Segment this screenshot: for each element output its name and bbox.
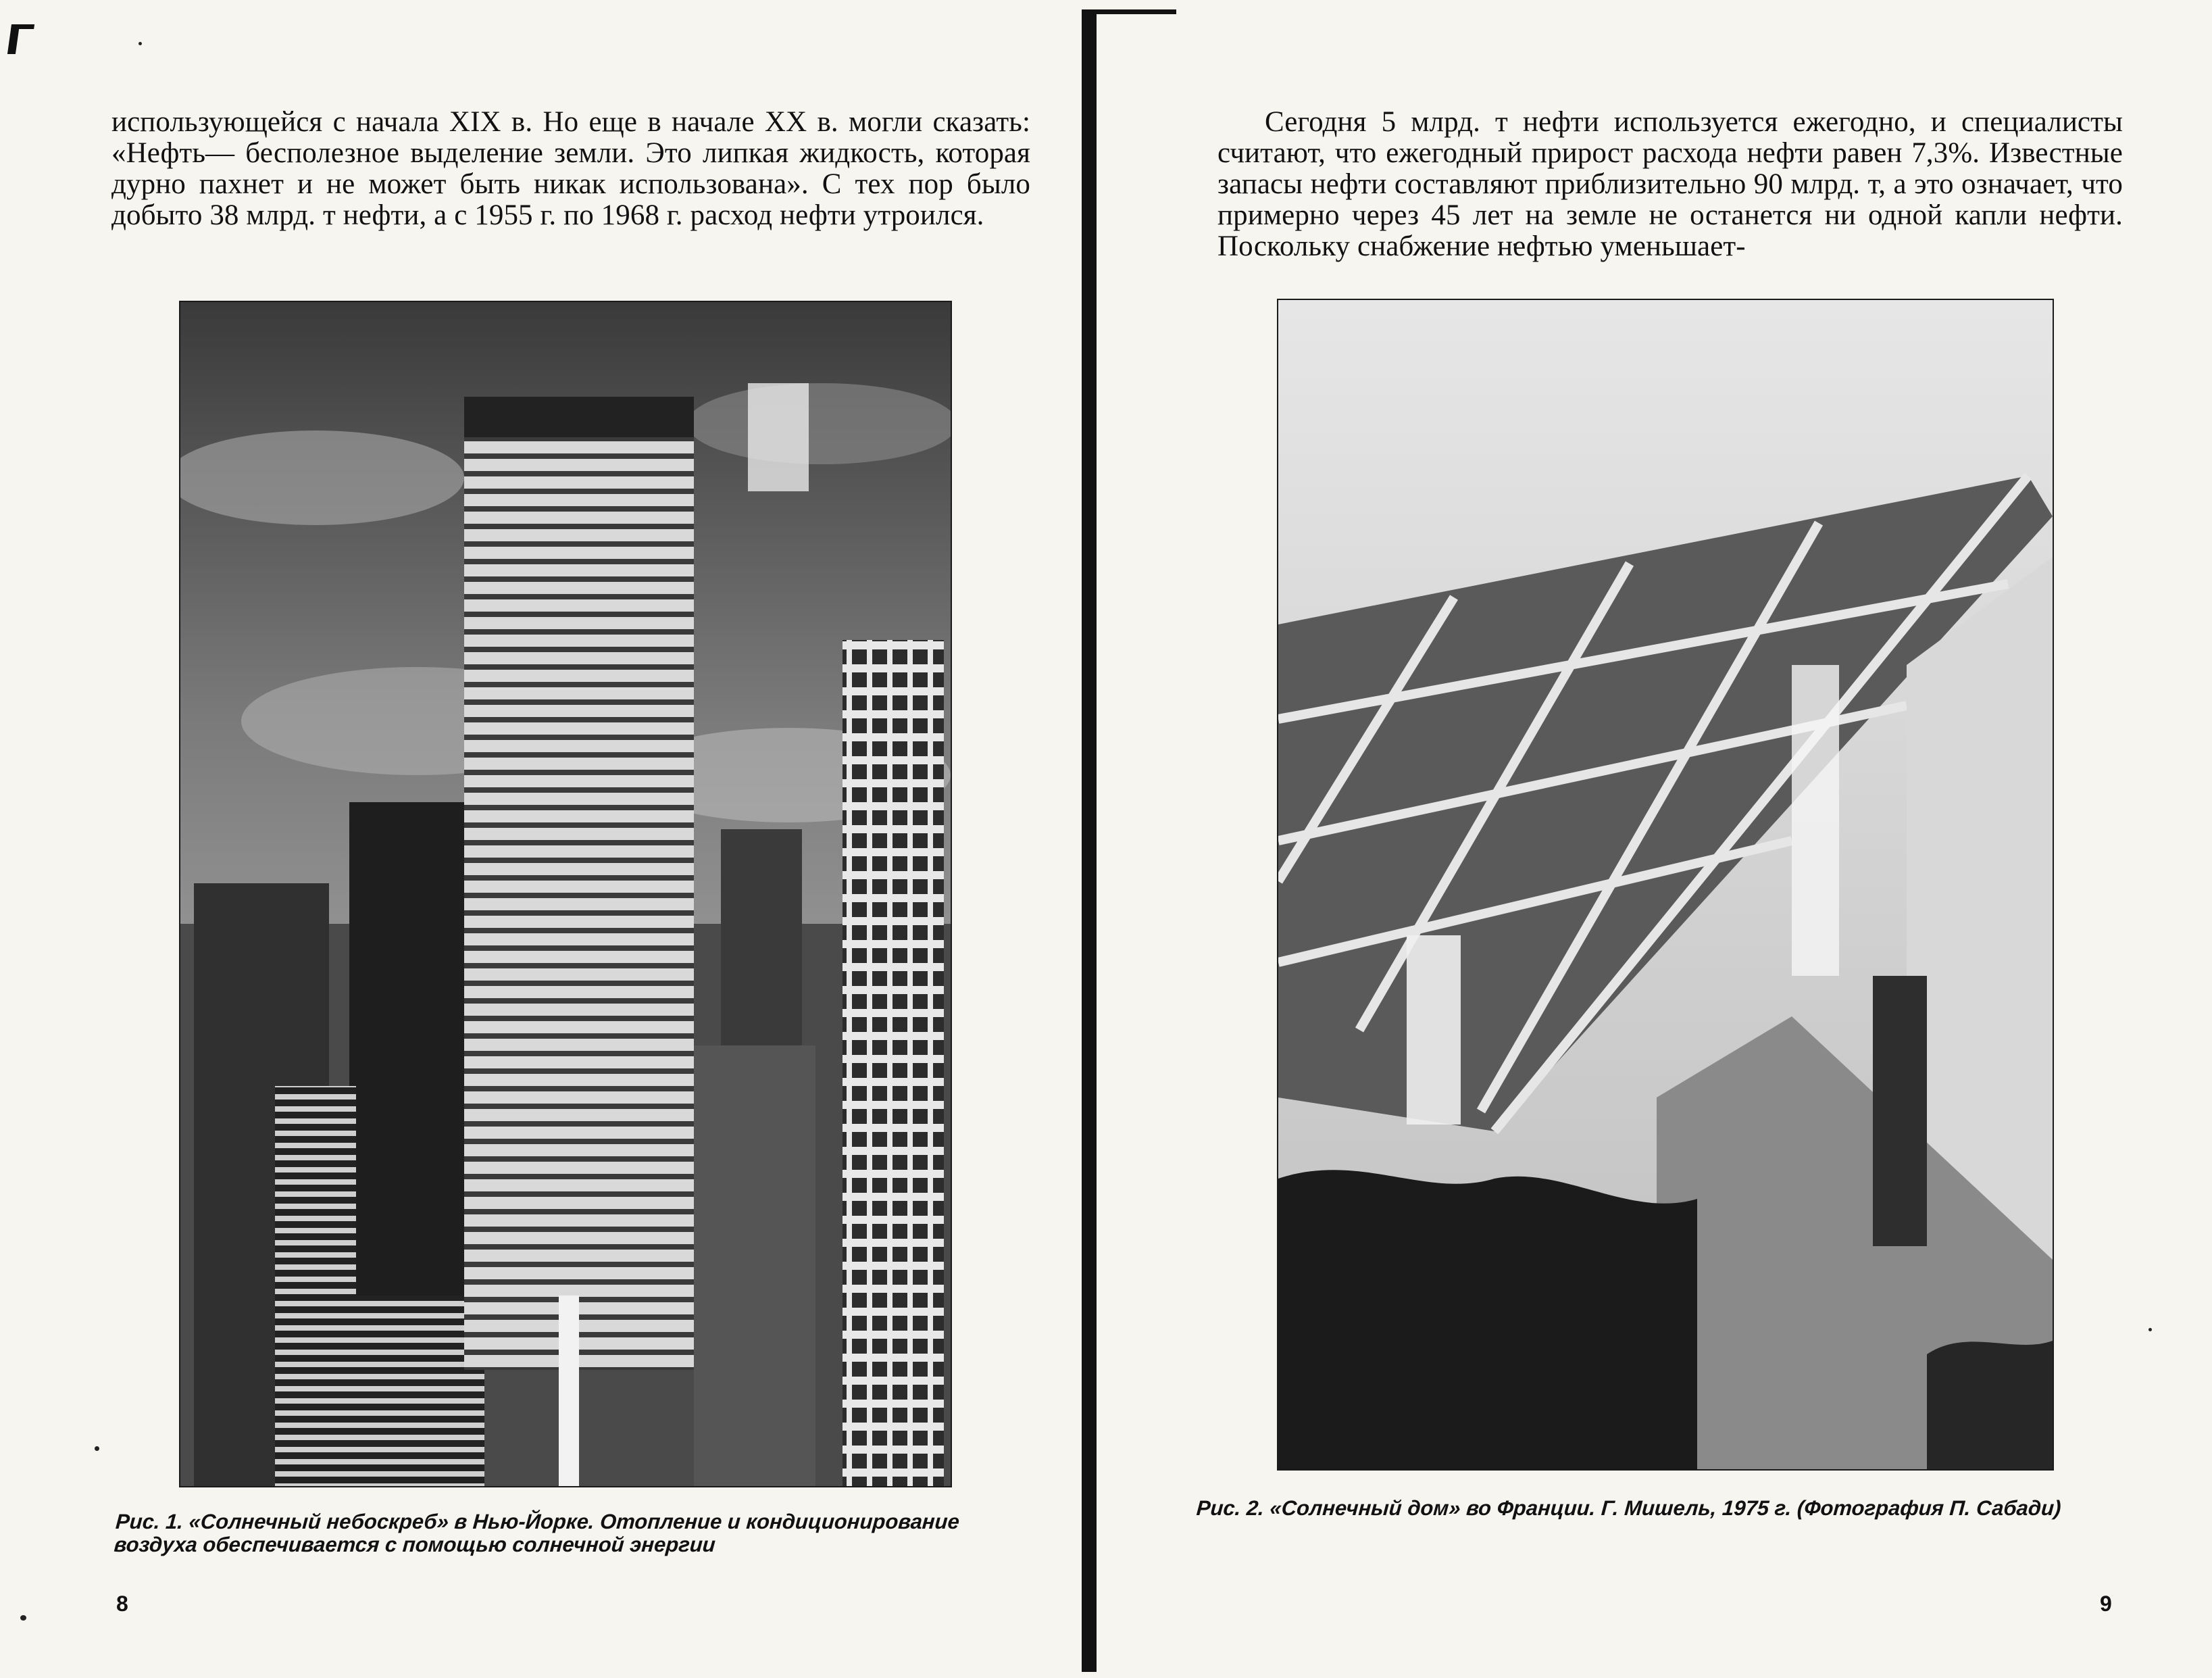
figure-1-caption: Рис. 1. «Солнечный небоскреб» в Нью-Йорке. Отопление и кондиционирование воздуха обеспечивается с помощью солнечной энергии	[113, 1510, 961, 1556]
right-page-number: 9	[2100, 1591, 2112, 1616]
left-page	[0, 0, 1081, 1678]
right-page	[1097, 0, 2212, 1678]
left-page-number: 8	[116, 1591, 128, 1616]
skyscraper-illustration	[180, 302, 951, 1486]
right-page-paragraph: Сегодня 5 млрд. т нефти используется ежегодно, и специалисты считают, что ежегодный прирост расхода нефти равен 7,3%. Известные запасы нефти составляют приблизительно 90 млрд. т, а это означает, что примерно через 45 лет на земле не останется ни одной капли нефти. Поскольку снабжение нефтью уменьшает-	[1217, 106, 2123, 262]
figure-2-photo-solar-house	[1277, 299, 2054, 1471]
figure-2-caption: Рис. 2. «Солнечный дом» во Франции. Г. Мишель, 1975 г. (Фотография П. Сабади)	[1195, 1496, 2062, 1520]
book-gutter	[1082, 9, 1097, 1672]
left-page-paragraph: использующейся с начала XIX в. Но еще в начале XX в. могли сказать: «Нефть— бесполезное выделение земли. Это липкая жидкость, которая дурно пахнет и не может быть никак использована». С тех пор было добыто 38 млрд. т нефти, а с 1955 г. по 1968 г. расход нефти утроился.	[111, 106, 1030, 231]
figure-1-photo-skyscraper	[179, 301, 952, 1487]
solar-house-illustration	[1278, 300, 2053, 1469]
